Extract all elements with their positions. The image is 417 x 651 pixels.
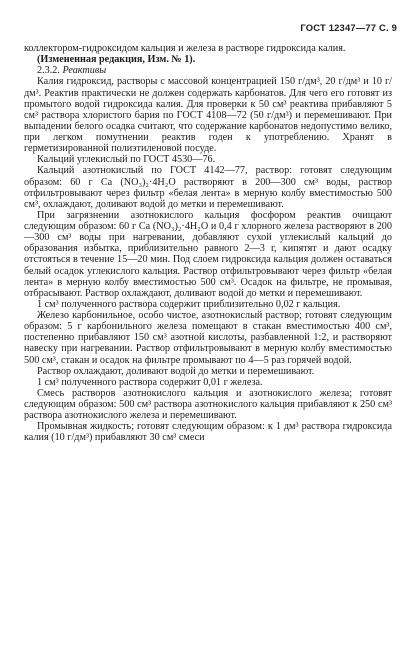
paragraph-nitrate-mixture: Смесь растворов азотнокислого кальция и азотнокислого железа; готовят следующим образом: 500 см³ раствора азотнокислого кальция прибавляют к 250 см³ раствора азотнокислого железа и перемешивают. — [24, 387, 392, 422]
paragraph-iron-content: 1 см³ полученного раствора содержит 0,01 г железа. — [37, 376, 263, 388]
running-header: ГОСТ 12347—77 С. 9 — [300, 22, 397, 33]
paragraph-calcium-carbonate: Кальций углекислый по ГОСТ 4530—76. — [37, 154, 216, 166]
section-title: Реактивы — [62, 65, 107, 77]
paragraph-cooling: Раствор охлаждают, доливают водой до метки и перемешивают. — [37, 365, 315, 377]
paragraph-potassium-hydroxide: Калия гидроксид, растворы с массовой концентрацией 150 г/дм³, 20 г/дм³ и 10 г/дм³. Реактив практически не должен содержать карбонатов. Для чего его готовят из промытого водой гидроксида калия. Для проверки к 50 см³ реактива прибавляют 5 см³ раствора хлористого бария по ГОСТ 4108—72 (50 г/дм³) и перемешивают. При выпадении белого осадка считают, что содержание карбонатов недопустимо велико, при легком помутнении реактив годен к употреблению. Хранят в герметизированной полиэтиленовой посуде. — [24, 76, 392, 155]
paragraph-calcium-content: 1 см³ полученного раствора содержит приблизительно 0,02 г кальция. — [37, 298, 341, 310]
paragraph-phosphorus-purification: При загрязнении азотнокислого кальция фосфором реактив очищают следующим образом: 60 г Ca (NO₃)₂·4H₂O и 0,4 г хлорного железа растворяют в 200—300 см³ воды при нагревании, добавляют сухой углекислый кальций до образования избытка, приблизительно равного 2—3 г, кипятят и дают осадку отстояться в течение 15—20 мин. Под слоем гидроксида кальция должен оставаться белый осадок углекислого кальция. Раствор отфильтровывают через фильтр «белая лента» в мерную колбу вместимостью 500 см³. Осадок на фильтре, не промывая, отбрасывают. Раствор охлаждают, доливают водой до метки и перемешивают. — [24, 209, 392, 299]
paragraph-continuation: коллектором-гидроксидом кальция и железа в растворе гидроксида калия. — [24, 43, 346, 54]
section-number: 2.3.2. — [37, 65, 60, 77]
section-heading — [24, 65, 392, 76]
body-text — [24, 43, 392, 444]
paragraph-wash-liquid: Промывная жидкость; готовят следующим образом: к 1 дм³ раствора гидроксида калия (10 г/дм³) прибавляют 30 см³ смеси — [24, 421, 392, 444]
amendment-note: (Измененная редакция, Изм. № 1). — [37, 54, 196, 66]
paragraph-calcium-nitrate: Кальций азотнокислый по ГОСТ 4142—77, раствор: готовят следующим образом: 60 г Ca (NO₃)₂·4H₂O растворяют в 200—300 см³ воды, раствор отфильтровывают через фильтр «белая лента» в мерную колбу вместимостью 500 см³, охлаждают, доливают водой до метки и перемешивают. — [24, 165, 392, 210]
paragraph-carbonyl-iron: Железо карбонильное, особо чистое, азотнокислый раствор; готовят следующим образом: 5 г карбонильного железа помещают в стакан вместимостью 400 см³, постепенно прибавляют 150 см³ азотной кислоты, разбавленной 1:2, и растворяют навеску при нагревании. Раствор отфильтровывают в мерную колбу вместимостью 500 см³, стакан и осадок на фильтре промывают по 4—5 раз горячей водой. — [24, 310, 392, 366]
